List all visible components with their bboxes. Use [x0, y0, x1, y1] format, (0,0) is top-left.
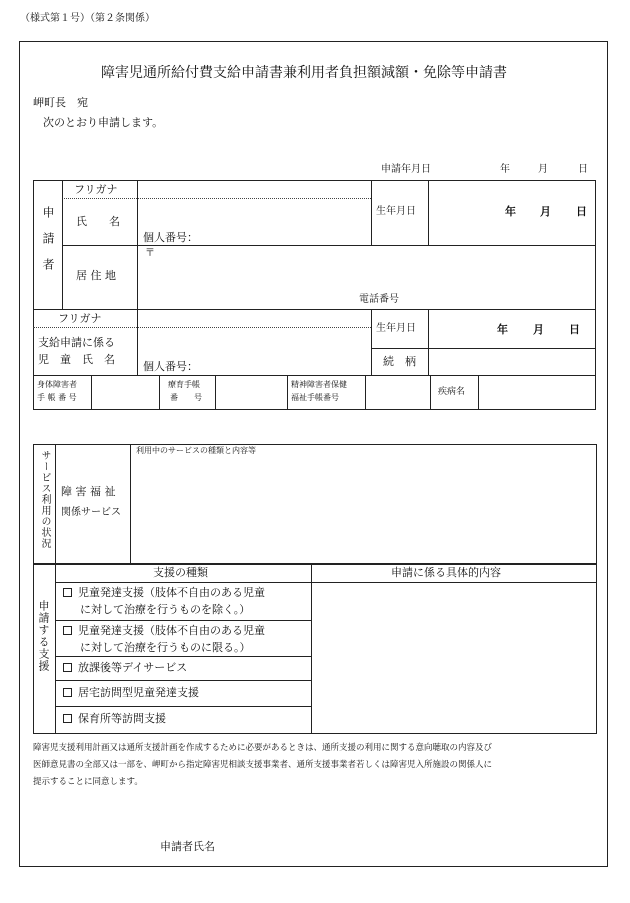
support-option-2-line2: に対して治療を行うものに限る。）: [80, 641, 251, 654]
form-number: （様式第１号）（第２条関係）: [20, 13, 155, 24]
child-individual-number-label: 個人番号：: [143, 360, 198, 373]
application-date-year: 年: [500, 164, 510, 175]
disease-name-label: 疾病名: [438, 387, 466, 397]
support-option-5[interactable]: [63, 713, 166, 724]
support-option-2-line1: 児童発達支援（肢体不自由のある児童: [78, 624, 265, 637]
support-option-3[interactable]: [63, 662, 187, 673]
child-name-label-line2: 児 童 氏 名: [38, 353, 115, 366]
child-relation-label: 続 柄: [383, 355, 416, 368]
welfare-service-label-line1: 障 害 福 祉: [61, 485, 116, 498]
applicant-section-label: 申請者: [41, 206, 55, 284]
addressee: 岬町長 宛: [33, 96, 88, 109]
service-status-section-label: サービス利用の状況: [39, 450, 50, 549]
postal-mark: 〒: [145, 248, 155, 259]
support-option-3-label: 放課後等デイサービス: [78, 661, 188, 674]
application-date-label: 申請年月日: [381, 164, 431, 175]
applicant-address-label: 居 住 地: [76, 269, 116, 282]
child-birth-month: 月: [533, 323, 544, 336]
support-option-2[interactable]: [63, 625, 265, 636]
mental-handbook-label-line2: 福祉手帳番号: [291, 393, 339, 402]
checkbox-4[interactable]: [63, 688, 72, 697]
applicant-birth-day: 日: [576, 205, 587, 218]
child-furigana-label: フリガナ: [58, 312, 102, 325]
ryoiku-handbook-label-line1: 療育手帳: [168, 380, 200, 389]
checkbox-5[interactable]: [63, 714, 72, 723]
applicant-furigana-label: フリガナ: [74, 183, 118, 196]
support-option-1-line2: に対して治療を行うものを除く。）: [80, 603, 251, 616]
support-option-4[interactable]: [63, 687, 199, 698]
physical-handbook-label-line2: 手 帳 番 号: [37, 393, 77, 402]
applicant-birth-month: 月: [540, 205, 551, 218]
form-title: 障害児通所給付費支給申請書兼利用者負担額減額・免除等申請書: [101, 65, 507, 81]
phone-label: 電話番号: [359, 294, 399, 305]
checkbox-2[interactable]: [63, 626, 72, 635]
ryoiku-handbook-label-line2: 番 号: [170, 393, 202, 402]
applicant-name-label: 氏 名: [76, 215, 120, 228]
checkbox-1[interactable]: [63, 588, 72, 597]
consent-line-2: 医師意見書の全部又は一部を、岬町から指定障害児相談支援事業者、通所支援事業者若しくは障害児入所施設の関係人に: [33, 760, 493, 770]
intro-text: 次のとおり申請します。: [43, 116, 164, 129]
child-birth-date-label: 生年月日: [376, 323, 416, 334]
child-name-label-line1: 支給申請に係る: [38, 336, 115, 349]
signature-label: 申請者氏名: [160, 840, 215, 853]
application-date-month: 月: [538, 164, 548, 175]
consent-line-3: 提示することに同意します。: [33, 777, 143, 787]
support-type-header: 支援の種類: [153, 566, 208, 579]
checkbox-3[interactable]: [63, 663, 72, 672]
mental-handbook-label-line1: 精神障害者保健: [291, 380, 347, 389]
physical-handbook-label-line1: 身体障害者: [37, 380, 77, 389]
support-option-1-line1: 児童発達支援（肢体不自由のある児童: [78, 586, 265, 599]
child-birth-day: 日: [569, 323, 580, 336]
support-option-1[interactable]: [63, 587, 265, 598]
applicant-individual-number-label: 個人番号：: [143, 231, 198, 244]
welfare-service-label-line2: 関係サービス: [61, 507, 121, 518]
support-option-5-label: 保育所等訪問支援: [78, 712, 166, 725]
applicant-birth-year: 年: [505, 205, 516, 218]
consent-line-1: 障害児支援利用計画又は通所支援計画を作成するために必要があるときは、通所支援の利用に関する意向聴取の内容及び: [33, 743, 493, 753]
support-content-header: 申請に係る具体的内容: [391, 566, 501, 579]
support-option-4-label: 居宅訪問型児童発達支援: [78, 686, 199, 699]
service-in-use-label: 利用中のサービスの種類と内容等: [136, 446, 256, 455]
applicant-birth-date-label: 生年月日: [376, 206, 416, 217]
application-date-day: 日: [578, 164, 588, 175]
child-birth-year: 年: [497, 323, 508, 336]
support-section-label: 申請する支援: [37, 600, 50, 672]
